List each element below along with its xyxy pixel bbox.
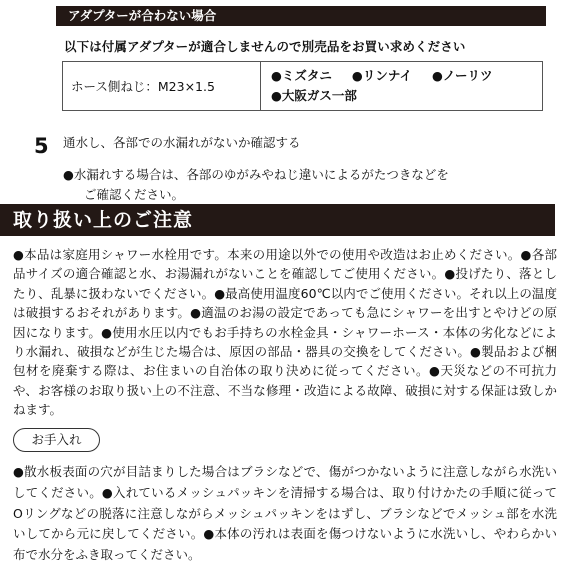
maintenance-tag: お手入れ — [13, 428, 100, 452]
maintenance-body: ●散水板表面の穴が目詰まりした場合はブラシなどで、傷がつかないように注意しながら水洗いしてください。●入れているメッシュパッキンを清掃する場合は、取り付けかたの手順に従ってOリングなどの脱落に注意しながらメッシュパッキンをはずし、ブラシなどでメッシュ部を水洗いしてから元に戻してください。●本体の汚れは表面を傷つけないように水洗いし、やわらかい布で水分をふき取ってください。 — [13, 464, 557, 563]
thread-size-label: ホース側ねじ：M23×1.5 — [71, 79, 215, 94]
adapter-mismatch-heading: アダプターが合わない場合 — [56, 6, 546, 26]
brand-list-cell — [261, 62, 542, 110]
brand-rinnai: ●リンナイ — [351, 68, 412, 83]
step-note-line-2: ご確認ください。 — [84, 187, 185, 202]
brand-mizutani: ●ミズタニ — [271, 68, 332, 83]
thread-size-cell — [63, 62, 261, 110]
handling-precautions-body: ●本品は家庭用シャワー水栓用です。本来の用途以外での使用や改造はお止めください。●各部品サイズの適合確認と水、お湯漏れがないことを確認してご使用ください。●投げたり、落としたり、乱暴に扱わないでください。●最高使用温度60℃以内でご使用ください。それ以上の温度は破損するおそれがあります。●適温のお湯の設定であっても急にシャワーを出すとやけどの原因になります。●使用水圧以内でもお手持ちの水栓金具・シャワーホース・本体の劣化などにより水漏れ、破損などが生じた場合は、原因の部品・器具の交換をしてください。●製品および梱包材を廃棄する際は、お住まいの自治体の取り決めに従ってください。●天災などの不可抗力や、お客様のお取り扱い上の不注意、不当な修理・改造による故障、破損に対する保証は致しかねます。 — [13, 247, 557, 418]
adapter-compatibility-table — [62, 61, 543, 111]
step-note-line-1: ●水漏れする場合は、各部のゆがみやねじ違いによるがたつきなどを — [63, 167, 449, 182]
handling-precautions-heading: 取り扱い上のご注意 — [0, 204, 555, 236]
step-instruction: 通水し、各部での水漏れがないか確認する — [63, 135, 301, 150]
step-note — [63, 165, 553, 205]
step-number: 5 — [34, 134, 49, 158]
adapter-note: 以下は付属アダプターが適合しませんので別売品をお買い求めください — [64, 39, 466, 54]
brand-noritz: ●ノーリツ — [431, 68, 493, 83]
brand-osaka-gas: ●大阪ガス一部 — [271, 88, 357, 103]
